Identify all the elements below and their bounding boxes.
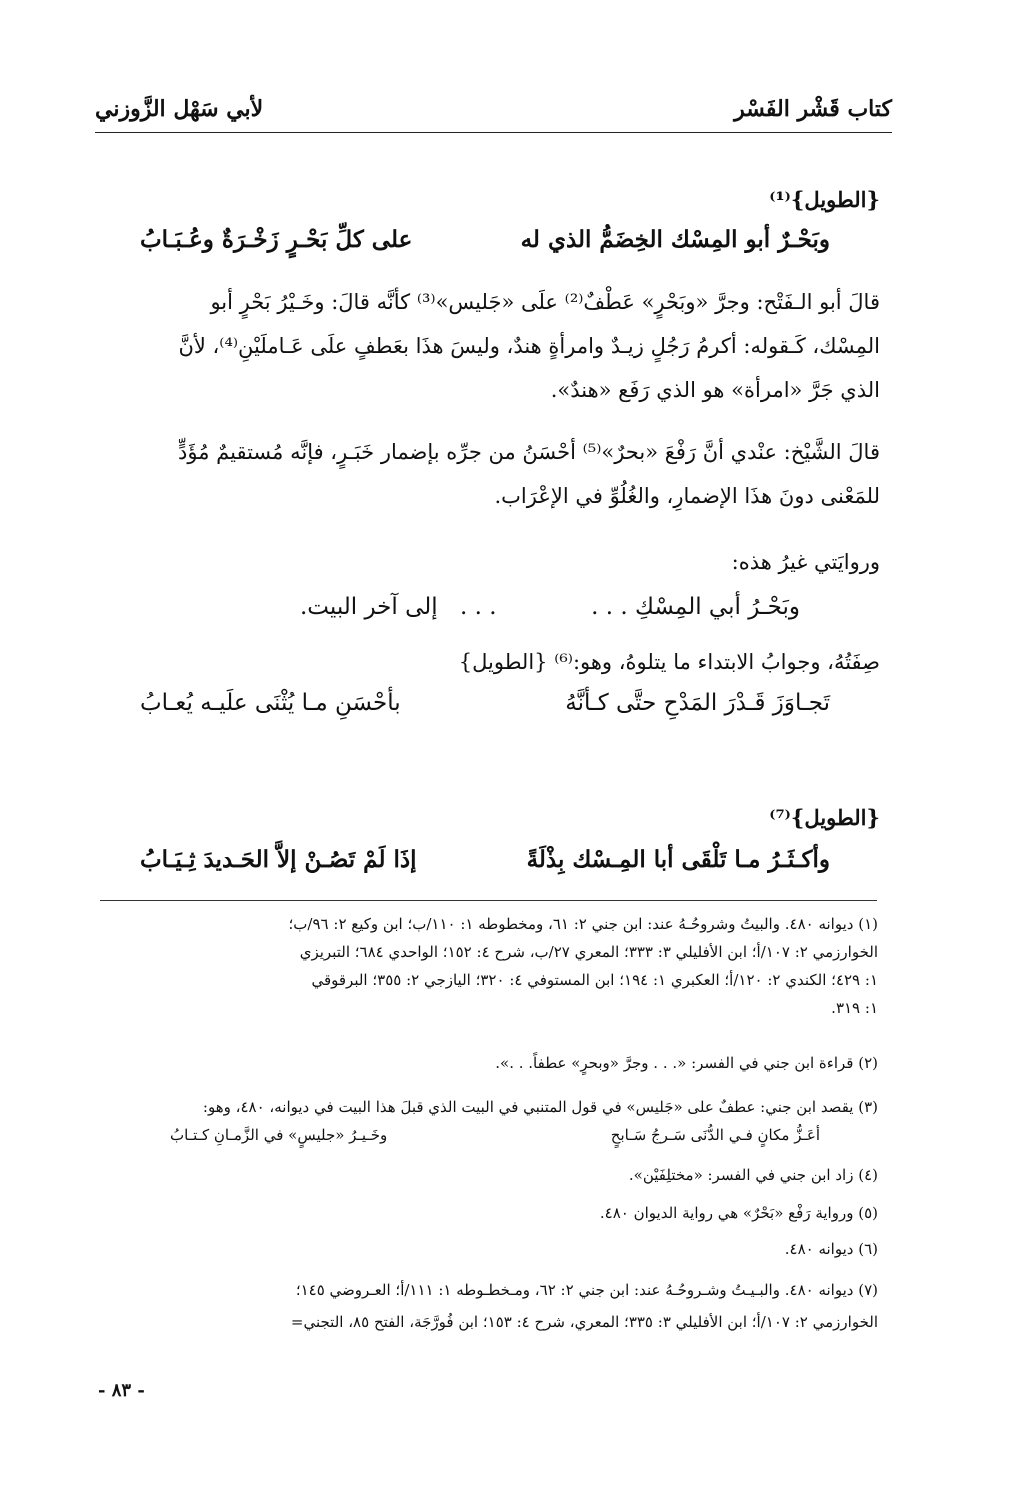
header-rule [95, 132, 892, 133]
paragraph-sifatuhu: صِفَتُهُ، وجوابُ الابتداء ما يتلوهُ، وهو:⁽⁶⁾ {الطويل} [458, 650, 880, 674]
footnote-4: (٤) زاد ابن جني في الفسر: «مختلِفَيْن». [628, 1166, 878, 1184]
verse-1-second-hemistich: على كلِّ بَحْـرٍ زَخْـرَةٌ وعُـبَـابُ [140, 226, 413, 253]
author-name: لأبي سَهْل الزَّوزني [95, 96, 264, 122]
meter-label-1: {الطويل}⁽¹⁾ [769, 187, 880, 212]
footnote-1 [100, 910, 878, 1022]
paragraph-line: قالَ أبو الـفَتْح: وجرَّ «وبَحْرٍ» عَطْفٌ⁽²⁾ علَى «جَليس»⁽³⁾ كأنَّه قالَ: وخَـيْرُ بَحْرٍ أبو [210, 290, 880, 314]
short-verse-first: وبَحْـرُ أبي المِسْكِ . . . [591, 594, 800, 620]
paragraph-line: للمَعْنى دونَ هذَا الإضمارِ، والغُلُوِّ في الإعْرَاب. [494, 484, 880, 508]
paragraph-alsheikh [100, 430, 880, 518]
footnote-line: ١: ٣١٩. [831, 999, 878, 1017]
footnote-line: (٧) ديوانه ٤٨٠. والبـيـتُ وشـروحُـهُ عند: ابن جني ٢: ٦٢، ومـخطـوطه ١: ١١١/أ؛ العـروضي ١٤٥؛ [295, 1281, 878, 1299]
footnote-3-verse [170, 1126, 820, 1148]
verse-3-first-hemistich: وأكـثَـرُ مـا تَلْقَى أبا المِـسْك بِذْلَةً [526, 846, 830, 873]
verse-2 [140, 690, 830, 730]
verse-1-first-hemistich: وبَحْـرٌ أبو المِسْك الخِضَمُّ الذي له [520, 226, 830, 253]
footnote-2: (٢) قراءة ابن جني في الفسر: «. . . وجرَّ «وبحرٍ» عطفاً. . .». [495, 1054, 878, 1072]
paragraph-riwayati: وروايَتي غيرُ هذه: [731, 550, 880, 574]
paragraph-line: الذي جَرَّ «امرأة» هو الذي رَفَع «هندٌ». [550, 378, 880, 402]
verse-3-second-hemistich: إذَا لَمْ تَصُـنْ إلاَّ الحَـديدَ ثِـيَـابُ [140, 846, 417, 873]
footnote-3-verse-first: أعَـزُّ مكانٍ فـي الدُّنَى سَـرجُ سَـابحٍ [610, 1126, 820, 1144]
footnote-6: (٦) ديوانه ٤٨٠. [784, 1240, 878, 1258]
short-verse-second: إلى آخر البيت. [300, 594, 438, 620]
footnote-line: الخوارزمي ٢: ١٠٧/أ؛ ابن الأفليلي ٣: ٣٣٣؛ المعري ٢٧/ب، شرح ٤: ١٥٢؛ الواحدي ٦٨٤؛ التبريزي [299, 943, 878, 961]
verse-1 [140, 226, 830, 266]
book-title: كتاب قَشْر الفَسْر [734, 96, 892, 122]
verse-3 [140, 846, 830, 886]
footnote-7 [100, 1274, 878, 1338]
paragraph-line: قالَ الشَّيْخ: عنْدي أنَّ رَفْعَ «بحرٌ»⁽⁵⁾ أحْسَنُ من جرِّه بإضمار خَبَـرٍ، فإنَّه مُستقيمٌ مُؤَدٍّ [178, 440, 880, 464]
meter-label-2: {الطويل}⁽⁷⁾ [769, 805, 880, 830]
footnote-5: (٥) ورواية رَفْع «بَحْرٌ» هي رواية الديوان ٤٨٠. [599, 1204, 878, 1222]
footnote-line: ١: ٤٢٩؛ الكندي ٢: ١٢٠/أ؛ العكبري ١: ١٩٤؛ ابن المستوفي ٤: ٣٢٠؛ اليازجي ٢: ٣٥٥؛ البرقوقي [311, 971, 878, 989]
paragraph-line: المِسْك، كَـقوله: أكرمُ رَجُلٍ زيـدٌ وامرأةٍ هندٌ، وليسَ هذَا بعَطفٍ علَى عَـاملَيْنِ⁽⁴⁾، لأنَّ [178, 334, 880, 358]
short-verse [300, 594, 800, 634]
footnote-rule [100, 900, 877, 901]
verse-2-first-hemistich: تَجـاوَزَ قَـدْرَ المَدْحِ حتَّى كـأنَّهُ [565, 690, 830, 716]
short-verse-dots: . . . [460, 594, 497, 620]
running-header [95, 96, 892, 130]
footnote-line: (١) ديوانه ٤٨٠. والبيتُ وشروحُـهُ عند: ابن جني ٢: ٦١، ومخطوطه ١: ١١٠/ب؛ ابن وكيع ٢: ٩٦/ب؛ [288, 915, 878, 933]
footnote-3: (٣) يقصد ابن جني: عطفٌ على «جَليس» في قول المتنبي في البيت الذي قبلَ هذا البيت في ديوانه، ٤٨٠، وهو: [202, 1098, 878, 1116]
paragraph-abu-alfath [100, 280, 880, 412]
page-number: - ٨٣ - [98, 1380, 145, 1401]
footnote-line: الخوارزمي ٢: ١٠٧/أ؛ ابن الأفليلي ٣: ٣٣٥؛ المعري، شرح ٤: ١٥٣؛ ابن فُورَّجَة، الفتح ٨٥، التجني= [290, 1313, 878, 1331]
footnote-3-verse-second: وخَـيـرُ «جليسٍ» في الزَّمـانِ كـتـابُ [170, 1126, 388, 1144]
verse-2-second-hemistich: بأحْسَنِ مـا يُثْنَى علَيـه يُعـابُ [140, 690, 401, 716]
